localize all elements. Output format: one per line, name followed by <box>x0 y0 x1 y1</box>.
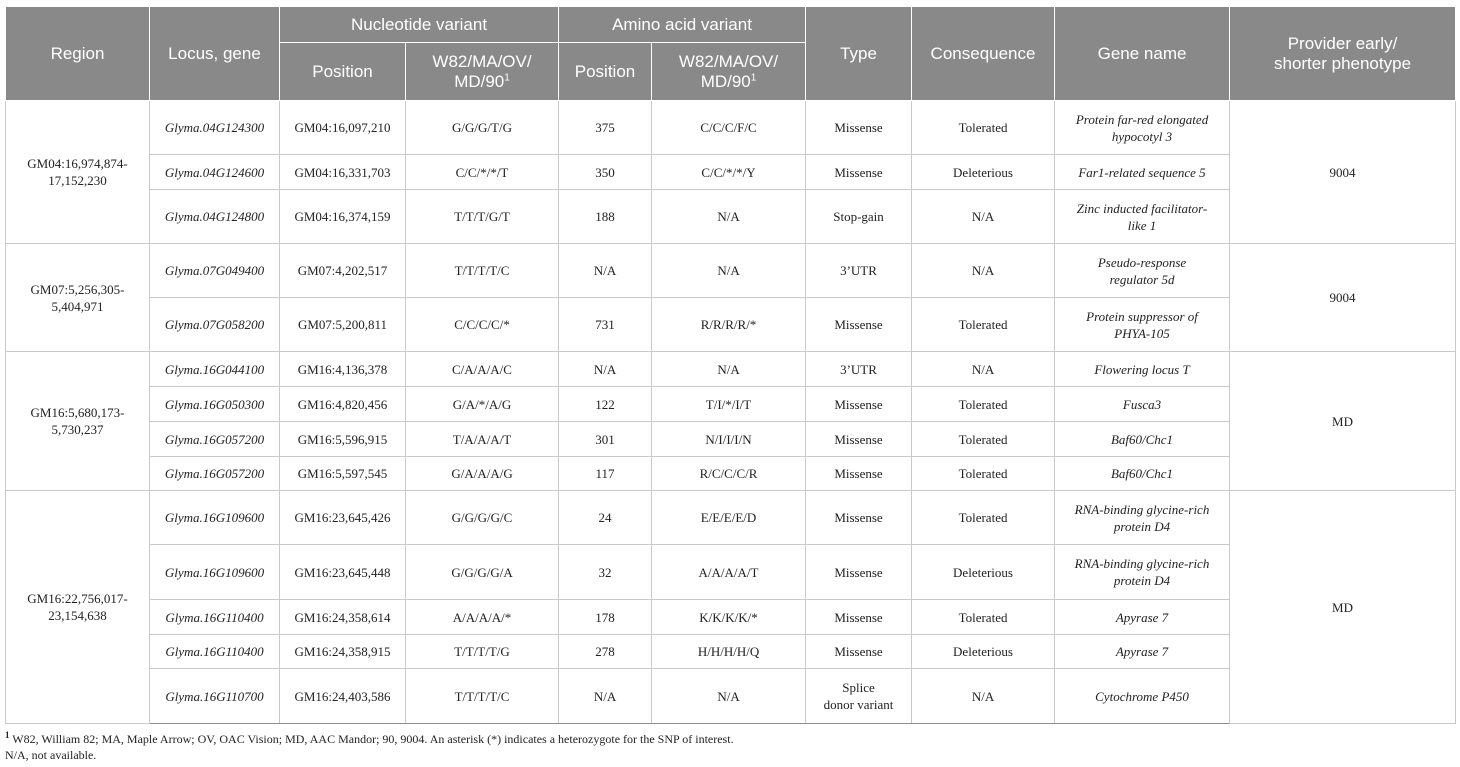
type-line1: Missense <box>834 609 883 625</box>
consequence-cell: Deleterious <box>912 545 1055 600</box>
header-nucleotide-genotypes <box>406 43 559 101</box>
gene-name-cell <box>1055 422 1230 457</box>
gene-name-cell <box>1055 600 1230 635</box>
type-line1: Missense <box>834 317 883 332</box>
gene-name-line1: Apyrase 7 <box>1115 609 1169 625</box>
nucleotide-position-cell: GM07:5,200,811 <box>280 298 406 352</box>
type-line1: Splice <box>842 680 875 695</box>
region-end: 5,404,971 <box>51 298 104 314</box>
type-cell <box>806 298 912 352</box>
consequence-cell: Tolerated <box>912 298 1055 352</box>
gene-name-line1: Fusca3 <box>1122 396 1162 412</box>
amino-genotype-cell: C/C/C/F/C <box>652 101 806 155</box>
gene-name-cell <box>1055 669 1230 724</box>
amino-position-cell: 278 <box>559 635 652 669</box>
table-footnotes <box>5 731 1455 763</box>
amino-position-cell: 117 <box>559 457 652 491</box>
amino-genotype-cell: H/H/H/H/Q <box>652 635 806 669</box>
region-cell <box>6 101 150 244</box>
type-line1: Missense <box>834 396 883 412</box>
gene-name-line2: regulator 5d <box>1109 271 1175 287</box>
type-cell <box>806 387 912 422</box>
header-genotype-line2: MD/90 <box>700 71 751 91</box>
gene-name-line1: Protein suppressor of <box>1086 308 1198 324</box>
nucleotide-genotype-cell: A/A/A/A/* <box>406 600 559 635</box>
amino-position-cell: 301 <box>559 422 652 457</box>
nucleotide-position-cell: GM07:4,202,517 <box>280 244 406 298</box>
footnote-2: N/A, not available. <box>5 748 97 762</box>
type-line1: 3’UTR <box>840 361 877 377</box>
type-line1: Missense <box>834 564 883 580</box>
footnote-1-marker: 1 <box>5 730 10 740</box>
nucleotide-genotype-cell: G/G/G/G/A <box>406 545 559 600</box>
amino-position-cell: N/A <box>559 352 652 387</box>
type-cell <box>806 155 912 190</box>
type-line1: Missense <box>834 510 883 525</box>
gene-name-cell <box>1055 545 1230 600</box>
amino-position-cell: N/A <box>559 244 652 298</box>
nucleotide-position-cell: GM16:4,136,378 <box>280 352 406 387</box>
amino-genotype-cell: N/A <box>652 352 806 387</box>
header-genotype-line1: W82/MA/OV/ <box>432 51 532 71</box>
gene-name-line1: RNA-binding glycine-rich <box>1074 501 1210 517</box>
header-gene-name: Gene name <box>1055 7 1230 101</box>
nucleotide-genotype-cell: C/C/C/C/* <box>406 298 559 352</box>
gene-name-line1: Far1-related sequence 5 <box>1078 164 1206 180</box>
gene-name-cell <box>1055 155 1230 190</box>
nucleotide-position-cell: GM16:5,596,915 <box>280 422 406 457</box>
region-end: 23,154,638 <box>48 608 107 623</box>
amino-position-cell: 731 <box>559 298 652 352</box>
amino-genotype-cell: A/A/A/A/T <box>652 545 806 600</box>
amino-position-cell: 178 <box>559 600 652 635</box>
type-line1: Missense <box>834 466 883 481</box>
nucleotide-genotype-cell: T/A/A/A/T <box>406 422 559 457</box>
type-line1: Stop-gain <box>833 209 884 224</box>
nucleotide-position-cell: GM16:23,645,426 <box>280 491 406 545</box>
locus-cell: Glyma.04G124300 <box>150 101 280 155</box>
provider-cell: 9004 <box>1230 101 1456 244</box>
gene-name-line1: Apyrase 7 <box>1115 644 1169 659</box>
amino-position-cell: 122 <box>559 387 652 422</box>
amino-position-cell: 32 <box>559 545 652 600</box>
header-type: Type <box>806 7 912 101</box>
gene-name-cell <box>1055 457 1230 491</box>
gene-name-line1: RNA-binding glycine-rich <box>1074 556 1210 571</box>
nucleotide-position-cell: GM16:5,597,545 <box>280 457 406 491</box>
amino-position-cell: N/A <box>559 669 652 724</box>
locus-cell: Glyma.16G044100 <box>150 352 280 387</box>
nucleotide-position-cell: GM04:16,097,210 <box>280 101 406 155</box>
table-row <box>6 491 1456 545</box>
type-cell <box>806 457 912 491</box>
amino-position-cell: 188 <box>559 190 652 244</box>
region-start: GM16:22,756,017- <box>27 591 128 606</box>
locus-cell: Glyma.16G057200 <box>150 422 280 457</box>
amino-genotype-cell: K/K/K/K/* <box>652 600 806 635</box>
nucleotide-genotype-cell: T/T/T/T/C <box>406 244 559 298</box>
variant-table <box>5 6 1456 724</box>
region-end: 17,152,230 <box>48 173 107 188</box>
amino-genotype-cell: N/I/I/I/N <box>652 422 806 457</box>
nucleotide-genotype-cell: T/T/T/G/T <box>406 190 559 244</box>
type-cell <box>806 352 912 387</box>
header-locus: Locus, gene <box>150 7 280 101</box>
provider-cell: MD <box>1230 491 1456 724</box>
gene-name-line1: Protein far-red elongated <box>1075 111 1209 127</box>
amino-genotype-cell: R/R/R/R/* <box>652 298 806 352</box>
region-start: GM16:5,680,173- <box>30 405 125 420</box>
locus-cell: Glyma.04G124800 <box>150 190 280 244</box>
gene-name-line2: protein D4 <box>1113 573 1171 588</box>
gene-name-cell <box>1055 244 1230 298</box>
nucleotide-genotype-cell: G/A/A/A/G <box>406 457 559 491</box>
type-line1: 3’UTR <box>840 263 877 278</box>
gene-name-line1: Cytochrome P450 <box>1095 688 1189 704</box>
nucleotide-position-cell: GM16:24,403,586 <box>280 669 406 724</box>
header-amino-acid-variant: Amino acid variant <box>559 7 806 43</box>
consequence-cell: Deleterious <box>912 635 1055 669</box>
amino-genotype-cell: R/C/C/C/R <box>652 457 806 491</box>
footnote-1-text: W82, William 82; MA, Maple Arrow; OV, OAC Vision; MD, AAC Mandor; 90, 9004. An asterisk (*) indicates a heterozygote for the SNP of interest. <box>12 732 734 746</box>
gene-name-cell <box>1055 190 1230 244</box>
type-cell <box>806 101 912 155</box>
type-cell <box>806 669 912 724</box>
variant-table-container <box>5 6 1455 724</box>
header-provider-line2: shorter phenotype <box>1273 53 1412 73</box>
gene-name-cell <box>1055 352 1230 387</box>
type-line1: Missense <box>834 164 883 180</box>
locus-cell: Glyma.16G050300 <box>150 387 280 422</box>
type-line1: Missense <box>834 431 883 447</box>
locus-cell: Glyma.07G058200 <box>150 298 280 352</box>
gene-name-line1: Zinc inducted facilitator- <box>1076 200 1208 216</box>
header-consequence: Consequence <box>912 7 1055 101</box>
consequence-cell: Tolerated <box>912 101 1055 155</box>
provider-cell: MD <box>1230 352 1456 491</box>
gene-name-cell <box>1055 298 1230 352</box>
footnote-marker: 1 <box>750 71 757 83</box>
region-cell <box>6 352 150 491</box>
amino-genotype-cell: T/I/*/I/T <box>652 387 806 422</box>
footnote-marker: 1 <box>504 71 510 83</box>
consequence-cell: N/A <box>912 244 1055 298</box>
consequence-cell: Deleterious <box>912 155 1055 190</box>
locus-cell: Glyma.07G049400 <box>150 244 280 298</box>
type-line2: donor variant <box>823 697 894 712</box>
consequence-cell: Tolerated <box>912 491 1055 545</box>
locus-cell: Glyma.16G110700 <box>150 669 280 724</box>
gene-name-line2: PHYA-105 <box>1114 325 1170 341</box>
type-line1: Missense <box>834 644 883 659</box>
amino-genotype-cell: N/A <box>652 669 806 724</box>
type-cell <box>806 545 912 600</box>
nucleotide-genotype-cell: C/C/*/*/T <box>406 155 559 190</box>
gene-name-cell <box>1055 387 1230 422</box>
consequence-cell: Tolerated <box>912 457 1055 491</box>
nucleotide-position-cell: GM16:23,645,448 <box>280 545 406 600</box>
region-end: 5,730,237 <box>51 422 104 437</box>
provider-cell: 9004 <box>1230 244 1456 352</box>
nucleotide-genotype-cell: G/G/G/T/G <box>406 101 559 155</box>
consequence-cell: Tolerated <box>912 387 1055 422</box>
header-nucleotide-position: Position <box>280 43 406 101</box>
locus-cell: Glyma.16G109600 <box>150 545 280 600</box>
gene-name-line2: like 1 <box>1127 217 1157 233</box>
type-line1: Missense <box>834 120 883 135</box>
header-genotype-line1: W82/MA/OV/ <box>678 51 779 71</box>
header-genotype-line2: MD/90 <box>454 71 505 91</box>
amino-genotype-cell: N/A <box>652 244 806 298</box>
header-nucleotide-variant: Nucleotide variant <box>280 7 559 43</box>
table-row <box>6 352 1456 387</box>
type-cell <box>806 600 912 635</box>
region-cell <box>6 244 150 352</box>
amino-position-cell: 350 <box>559 155 652 190</box>
nucleotide-position-cell: GM04:16,374,159 <box>280 190 406 244</box>
amino-position-cell: 375 <box>559 101 652 155</box>
nucleotide-position-cell: GM16:24,358,915 <box>280 635 406 669</box>
header-provider-line1: Provider early/ <box>1287 33 1398 53</box>
gene-name-line1: Pseudo-response <box>1097 254 1187 270</box>
amino-genotype-cell: C/C/*/*/Y <box>652 155 806 190</box>
region-start: GM07:5,256,305- <box>30 281 125 297</box>
consequence-cell: Tolerated <box>912 600 1055 635</box>
gene-name-line1: Flowering locus T <box>1094 361 1190 377</box>
amino-genotype-cell: E/E/E/E/D <box>652 491 806 545</box>
locus-cell: Glyma.16G110400 <box>150 635 280 669</box>
locus-cell: Glyma.16G110400 <box>150 600 280 635</box>
gene-name-cell <box>1055 491 1230 545</box>
nucleotide-genotype-cell: G/G/G/G/C <box>406 491 559 545</box>
gene-name-line1: Baf60/Chc1 <box>1110 466 1174 481</box>
header-amino-genotypes <box>652 43 806 101</box>
nucleotide-genotype-cell: G/A/*/A/G <box>406 387 559 422</box>
nucleotide-genotype-cell: T/T/T/T/G <box>406 635 559 669</box>
nucleotide-position-cell: GM16:24,358,614 <box>280 600 406 635</box>
header-amino-position: Position <box>559 43 652 101</box>
consequence-cell: N/A <box>912 190 1055 244</box>
table-header <box>6 7 1456 101</box>
gene-name-line1: Baf60/Chc1 <box>1110 431 1174 447</box>
nucleotide-genotype-cell: T/T/T/T/C <box>406 669 559 724</box>
gene-name-cell <box>1055 635 1230 669</box>
locus-cell: Glyma.16G109600 <box>150 491 280 545</box>
nucleotide-position-cell: GM04:16,331,703 <box>280 155 406 190</box>
type-cell <box>806 635 912 669</box>
table-row <box>6 101 1456 155</box>
locus-cell: Glyma.16G057200 <box>150 457 280 491</box>
table-body <box>6 101 1456 724</box>
amino-genotype-cell: N/A <box>652 190 806 244</box>
type-cell <box>806 190 912 244</box>
gene-name-line2: protein D4 <box>1113 518 1171 534</box>
footnote-1 <box>5 731 1455 747</box>
region-cell <box>6 491 150 724</box>
type-cell <box>806 244 912 298</box>
type-cell <box>806 491 912 545</box>
nucleotide-genotype-cell: C/A/A/A/C <box>406 352 559 387</box>
header-region: Region <box>6 7 150 101</box>
type-cell <box>806 422 912 457</box>
consequence-cell: Tolerated <box>912 422 1055 457</box>
gene-name-cell <box>1055 101 1230 155</box>
consequence-cell: N/A <box>912 352 1055 387</box>
nucleotide-position-cell: GM16:4,820,456 <box>280 387 406 422</box>
header-provider-phenotype <box>1230 7 1456 101</box>
consequence-cell: N/A <box>912 669 1055 724</box>
region-start: GM04:16,974,874- <box>27 156 128 171</box>
gene-name-line2: hypocotyl 3 <box>1111 128 1173 144</box>
amino-position-cell: 24 <box>559 491 652 545</box>
locus-cell: Glyma.04G124600 <box>150 155 280 190</box>
table-row <box>6 244 1456 298</box>
